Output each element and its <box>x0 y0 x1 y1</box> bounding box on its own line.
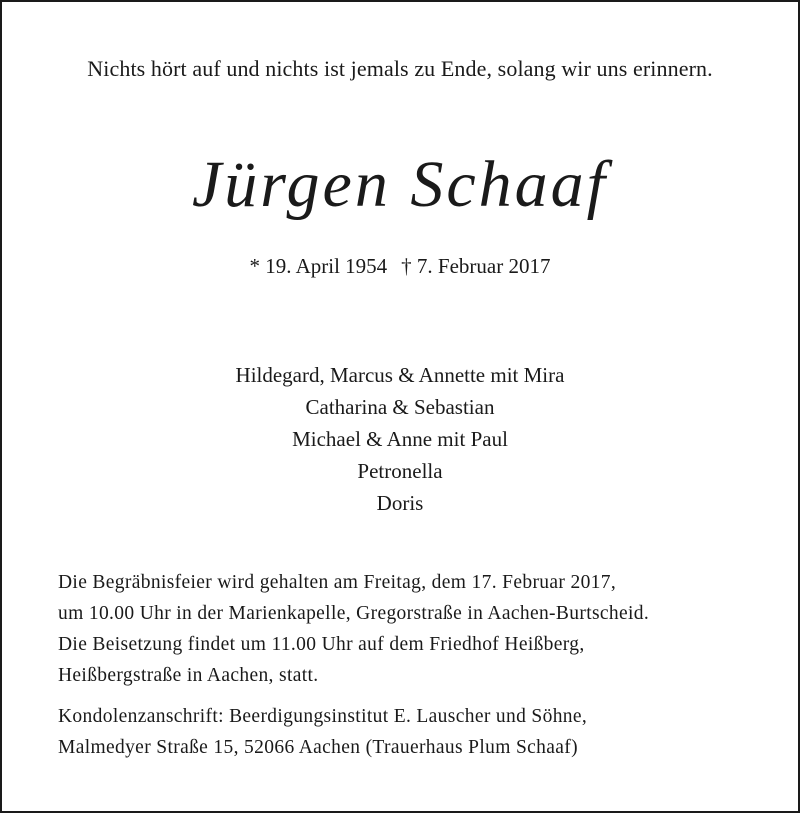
funeral-notice-line: Die Beisetzung findet um 11.00 Uhr auf dem Friedhof Heißberg, <box>58 634 585 655</box>
condolence-line: Malmedyer Straße 15, 52066 Aachen (Trauerhaus Plum Schaaf) <box>58 737 578 758</box>
funeral-notice-line: um 10.00 Uhr in der Marienkapelle, Gregorstraße in Aachen-Burtscheid. <box>58 603 650 624</box>
mourners-list <box>2 359 798 519</box>
life-dates <box>2 254 798 279</box>
funeral-notice-line: Die Begräbnisfeier wird gehalten am Freitag, dem 17. Februar 2017, <box>58 572 617 593</box>
mourner-line: Doris <box>376 491 424 515</box>
mourner-line: Michael & Anne mit Paul <box>292 427 508 451</box>
condolence-line: Kondolenzanschrift: Beerdigungsinstitut E. Lauscher und Söhne, <box>58 706 588 727</box>
deceased-name: Jürgen Schaaf <box>192 148 608 221</box>
funeral-notice-line: Heißbergstraße in Aachen, statt. <box>58 665 319 686</box>
condolence-address <box>58 701 758 763</box>
mourner-line: Hildegard, Marcus & Annette mit Mira <box>235 363 565 387</box>
death-date: † 7. Februar 2017 <box>401 254 551 278</box>
funeral-notice <box>58 567 758 691</box>
birth-date: * 19. April 1954 <box>249 254 388 278</box>
mourner-line: Petronella <box>357 459 443 483</box>
motto-quote: Nichts hört auf und nichts ist jemals zu Ende, solang wir uns erinnern. <box>87 56 713 81</box>
mourner-line: Catharina & Sebastian <box>305 395 495 419</box>
